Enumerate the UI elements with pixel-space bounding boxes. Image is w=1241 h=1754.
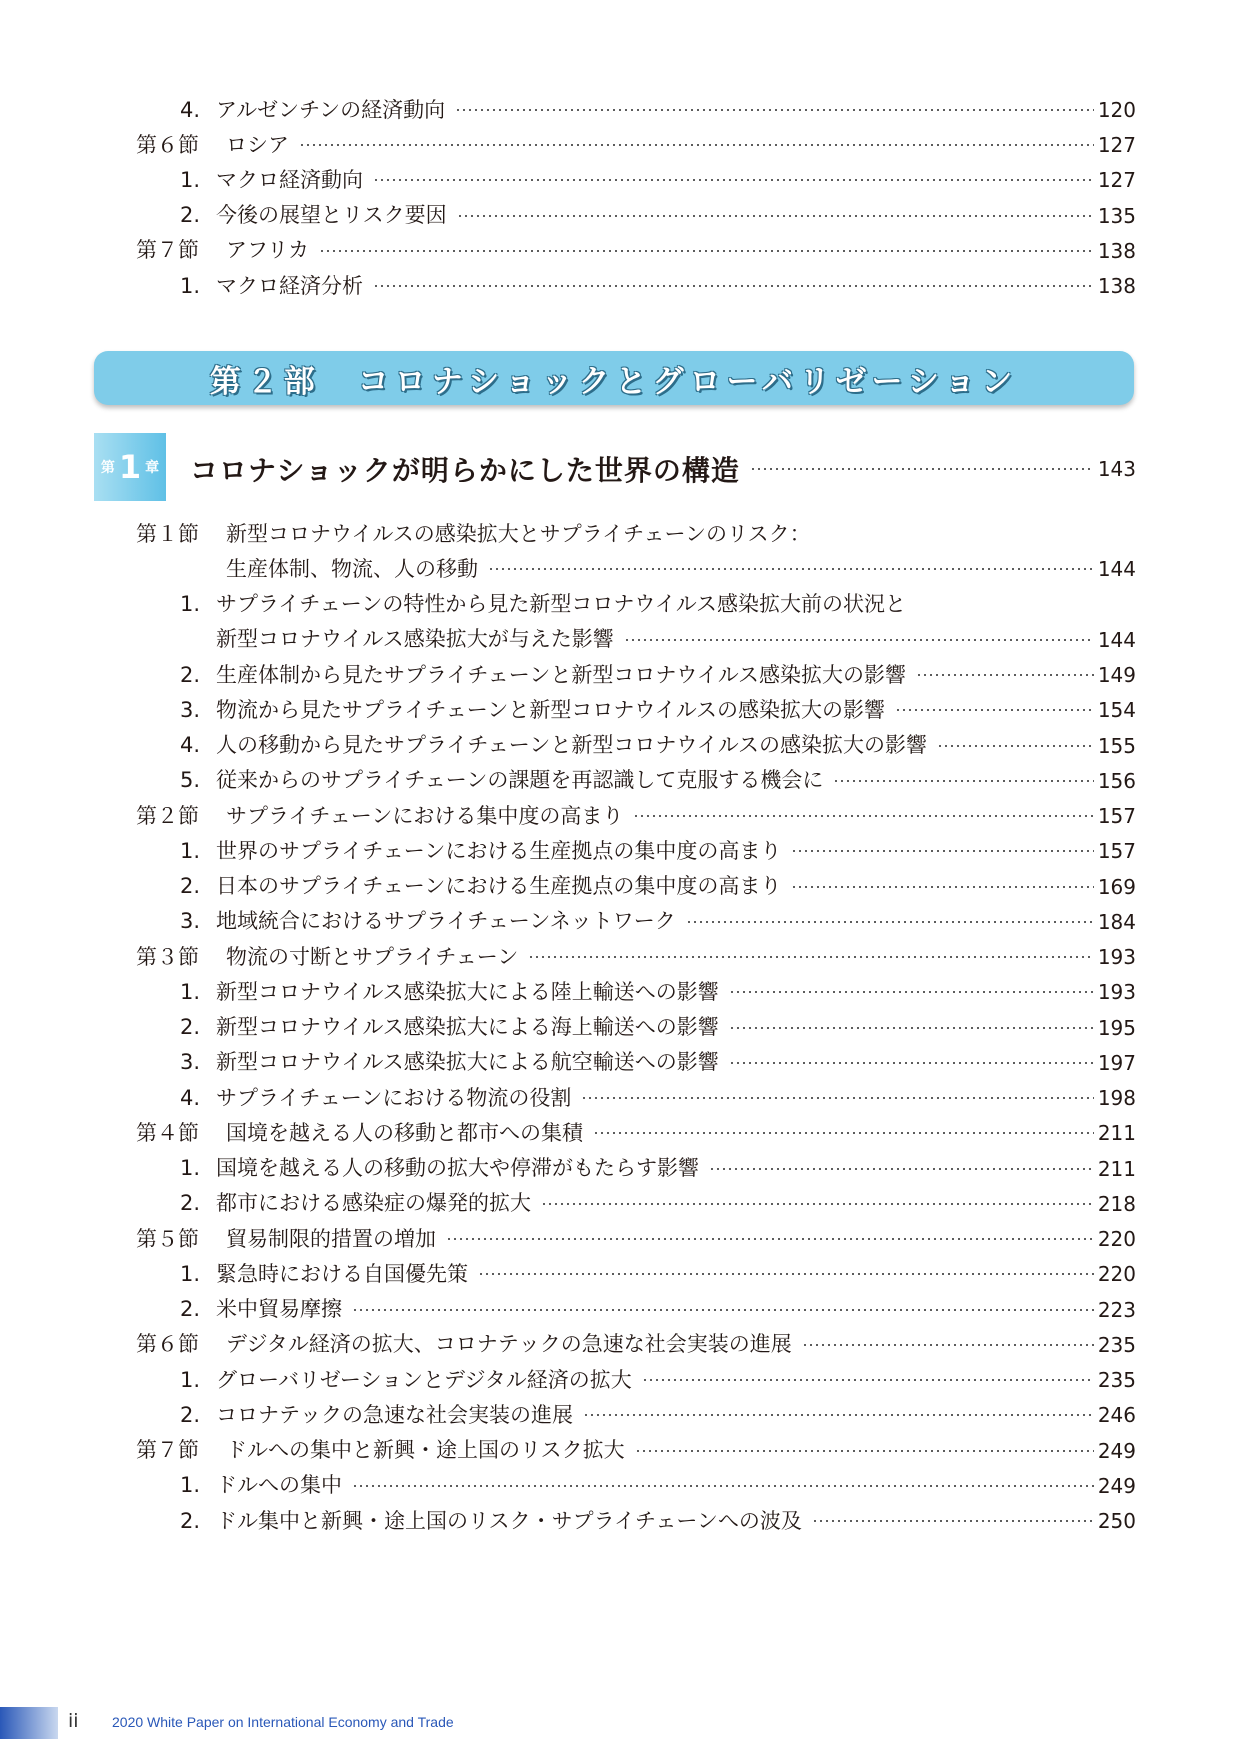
entry-title: アルゼンチンの経済動向 — [216, 97, 446, 122]
leader-dots — [709, 1168, 1094, 1170]
entry-number: 3. — [180, 1050, 201, 1075]
leader-dots — [352, 1485, 1094, 1487]
toc-item-entry[interactable] — [180, 1363, 1136, 1397]
toc-item-entry[interactable] — [216, 623, 1136, 657]
entry-page: 127 — [1097, 133, 1136, 158]
entry-page: 169 — [1097, 874, 1136, 899]
toc-item-entry[interactable] — [180, 658, 1136, 692]
toc-item-entry[interactable] — [180, 764, 1136, 798]
entry-title: 新型コロナウイルス感染拡大が与えた影響 — [216, 627, 614, 652]
leader-dots — [937, 745, 1094, 747]
toc-item-entry[interactable] — [180, 729, 1136, 763]
chapter-tab — [94, 433, 166, 501]
entry-title: 貿易制限的措置の増加 — [226, 1226, 436, 1251]
toc-item-entry[interactable] — [180, 905, 1136, 939]
entry-title: 今後の展望とリスク要因 — [216, 203, 447, 228]
toc-item-entry[interactable] — [180, 1081, 1136, 1115]
entry-number: 4. — [180, 97, 201, 122]
entry-title: 物流の寸断とサプライチェーン — [226, 944, 519, 969]
entry-page: 198 — [1097, 1086, 1136, 1110]
leader-dots — [319, 250, 1094, 252]
entry-number: 1. — [180, 273, 201, 298]
leader-dots — [299, 144, 1094, 146]
toc-item-entry — [180, 588, 1136, 622]
leader-dots — [457, 215, 1094, 217]
entry-page: 149 — [1097, 663, 1136, 687]
entry-title: コロナテックの急速な社会実装の進展 — [216, 1402, 573, 1427]
leader-dots — [729, 1062, 1094, 1064]
entry-number: 2. — [180, 1402, 201, 1427]
entry-number: 1. — [180, 592, 201, 616]
entry-page: 220 — [1097, 1262, 1136, 1287]
toc-item-entry[interactable] — [180, 834, 1136, 868]
entry-title: 物流から見たサプライチェーンと新型コロナウイルスの感染拡大の影響 — [216, 697, 886, 722]
chapter-tab-prefix: 第 — [100, 460, 115, 476]
entry-number: 2. — [180, 1015, 201, 1039]
entry-page: 235 — [1097, 1368, 1136, 1392]
leader-dots — [729, 1027, 1094, 1029]
toc-item-entry[interactable] — [180, 1504, 1136, 1538]
entry-title: 国境を越える人の移動の拡大や停滞がもたらす影響 — [216, 1156, 699, 1180]
entry-number: 2. — [180, 874, 201, 898]
entry-number: 1. — [180, 838, 201, 863]
toc-section-entry[interactable] — [136, 1116, 1136, 1150]
entry-title: 生産体制から見たサプライチェーンと新型コロナウイルス感染拡大の影響 — [216, 662, 907, 687]
chapter-heading[interactable] — [190, 449, 1136, 489]
part-banner — [94, 351, 1134, 405]
entry-number: 4. — [180, 1085, 201, 1110]
leader-dots — [916, 674, 1094, 676]
entry-title: ドルへの集中 — [216, 1473, 342, 1498]
toc-section-entry — [136, 517, 1136, 551]
entry-page: 184 — [1097, 909, 1136, 934]
entry-number: 第１節 — [136, 521, 199, 546]
toc-section-entry[interactable] — [136, 1328, 1136, 1362]
entry-number: 1. — [180, 1473, 201, 1498]
entry-title: ロシア — [226, 132, 289, 157]
toc-item-entry[interactable] — [180, 870, 1136, 904]
chapter-tab-number: 1 — [118, 448, 142, 486]
entry-page: 197 — [1097, 1050, 1136, 1075]
toc-item-entry[interactable] — [180, 1011, 1136, 1045]
entry-page: 249 — [1097, 1438, 1136, 1463]
entry-page: 127 — [1097, 168, 1136, 193]
entry-title: 従来からのサプライチェーンの課題を再認識して克服する機会に — [216, 768, 824, 793]
leader-dots — [593, 1132, 1094, 1134]
leader-dots — [373, 285, 1094, 287]
entry-page: 246 — [1097, 1403, 1136, 1428]
entry-title: 生産体制、物流、人の移動 — [226, 556, 478, 581]
leader-dots — [528, 956, 1093, 958]
entry-title: マクロ経済分析 — [216, 273, 363, 298]
entry-title: 日本のサプライチェーンにおける生産拠点の集中度の高まり — [216, 874, 782, 898]
chapter-tab-suffix: 章 — [145, 460, 160, 476]
entry-number: 1. — [180, 167, 201, 192]
toc-item-entry[interactable] — [180, 93, 1136, 127]
leader-dots — [791, 850, 1093, 852]
leader-dots — [686, 921, 1094, 923]
entry-number: 第４節 — [136, 1120, 199, 1145]
entry-page: 235 — [1097, 1332, 1136, 1357]
leader-dots — [833, 780, 1093, 782]
entry-title: グローバリゼーションとデジタル経済の拡大 — [216, 1367, 632, 1392]
entry-page: 220 — [1097, 1227, 1136, 1251]
toc-item-entry[interactable] — [180, 269, 1136, 303]
toc-item-entry[interactable] — [180, 1257, 1136, 1291]
entry-number: 第２節 — [136, 803, 199, 828]
chapter-title: コロナショックが明らかにした世界の構造 — [190, 454, 740, 487]
toc-item-entry[interactable] — [180, 163, 1136, 197]
leader-dots — [446, 1238, 1094, 1240]
entry-page: 211 — [1097, 1121, 1136, 1146]
entry-number: 第７節 — [136, 1438, 199, 1462]
entry-title: 米中貿易摩擦 — [216, 1297, 342, 1321]
entry-page: 157 — [1097, 804, 1136, 828]
entry-title: 地域統合におけるサプライチェーンネットワーク — [216, 909, 676, 934]
entry-number: 2. — [180, 1297, 201, 1321]
entry-page: 144 — [1097, 627, 1136, 652]
entry-page: 223 — [1097, 1297, 1136, 1322]
entry-number: 1. — [180, 1261, 201, 1286]
entry-number: 1. — [180, 1156, 201, 1180]
entry-page: 218 — [1097, 1191, 1136, 1216]
entry-title: 新型コロナウイルス感染拡大による海上輸送への影響 — [216, 1015, 719, 1039]
leader-dots — [750, 468, 1094, 470]
entry-page: 155 — [1097, 733, 1136, 758]
entry-title: 人の移動から見たサプライチェーンと新型コロナウイルスの感染拡大の影響 — [216, 733, 928, 757]
leader-dots — [373, 179, 1094, 181]
entry-number: 1. — [180, 979, 201, 1004]
entry-title: アフリカ — [226, 238, 309, 263]
leader-dots — [729, 991, 1094, 993]
toc-item-entry[interactable] — [180, 693, 1136, 727]
entry-title: 都市における感染症の爆発的拡大 — [216, 1191, 531, 1216]
leader-dots — [581, 1097, 1093, 1099]
footer-publication-title: 2020 White Paper on International Economy and Trade — [112, 1714, 454, 1730]
entry-number: 第６節 — [136, 132, 199, 157]
entry-page: 120 — [1097, 98, 1136, 122]
leader-dots — [633, 815, 1093, 817]
leader-dots — [802, 1344, 1094, 1346]
leader-dots — [455, 109, 1094, 111]
leader-dots — [352, 1309, 1094, 1311]
leader-dots — [791, 886, 1093, 888]
entry-title: 世界のサプライチェーンにおける生産拠点の集中度の高まり — [216, 838, 782, 863]
entry-number: 3. — [180, 909, 201, 934]
leader-dots — [583, 1414, 1094, 1416]
leader-dots — [624, 639, 1094, 641]
toc-section-entry[interactable] — [226, 552, 1136, 586]
entry-page: 135 — [1097, 203, 1136, 228]
entry-number: 第７節 — [136, 238, 199, 263]
entry-number: 2. — [180, 1191, 201, 1216]
entry-page: 138 — [1097, 238, 1136, 263]
part-title: 第２部 コロナショックとグローバリゼーション — [209, 363, 1019, 400]
toc-section-entry[interactable] — [136, 1222, 1136, 1256]
toc-item-entry[interactable] — [180, 199, 1136, 233]
entry-title: 国境を越える人の移動と都市への集積 — [226, 1120, 583, 1145]
entry-number: 5. — [180, 768, 201, 793]
leader-dots — [478, 1273, 1094, 1275]
entry-page: 195 — [1097, 1015, 1136, 1040]
footer-accent-bar — [0, 1707, 58, 1739]
entry-number: 3. — [180, 697, 201, 722]
entry-number: 4. — [180, 733, 201, 757]
toc-item-entry[interactable] — [180, 1152, 1136, 1186]
toc-section-entry[interactable] — [136, 799, 1136, 833]
entry-number: 第６節 — [136, 1332, 199, 1357]
toc-section-entry[interactable] — [136, 940, 1136, 974]
entry-title: サプライチェーンにおける集中度の高まり — [226, 803, 624, 828]
entry-page: 157 — [1097, 839, 1136, 864]
toc-item-entry[interactable] — [180, 1398, 1136, 1432]
leader-dots — [812, 1520, 1094, 1522]
leader-dots — [895, 709, 1094, 711]
entry-page: 249 — [1097, 1473, 1136, 1498]
entry-title: デジタル経済の拡大、コロナテックの急速な社会実装の進展 — [226, 1332, 792, 1357]
entry-title: ドルへの集中と新興・途上国のリスク拡大 — [226, 1438, 625, 1462]
entry-title: 新型コロナウイルス感染拡大による航空輸送への影響 — [216, 1050, 719, 1075]
toc-item-entry[interactable] — [180, 1046, 1136, 1080]
entry-page: 193 — [1097, 980, 1136, 1005]
entry-title: 新型コロナウイルスの感染拡大とサプライチェーンのリスク： — [226, 521, 811, 546]
footer-page-number: ii — [68, 1710, 79, 1732]
entry-page: 138 — [1097, 274, 1136, 298]
entry-number: 2. — [180, 662, 201, 687]
entry-page: 193 — [1097, 945, 1136, 969]
entry-page: 154 — [1097, 698, 1136, 723]
entry-title: 緊急時における自国優先策 — [216, 1261, 468, 1286]
toc-item-entry[interactable] — [180, 1469, 1136, 1503]
leader-dots — [541, 1203, 1094, 1205]
entry-title: サプライチェーンにおける物流の役割 — [216, 1085, 572, 1110]
toc-item-entry[interactable] — [180, 1293, 1136, 1327]
entry-number: 第５節 — [136, 1226, 199, 1251]
chapter-page: 143 — [1097, 457, 1136, 481]
leader-dots — [642, 1379, 1094, 1381]
leader-dots — [488, 568, 1094, 570]
entry-page: 211 — [1097, 1156, 1136, 1181]
toc-section-entry[interactable] — [136, 128, 1136, 162]
entry-page: 156 — [1097, 768, 1136, 793]
toc-section-entry[interactable] — [136, 234, 1136, 268]
entry-page: 144 — [1097, 557, 1136, 582]
entry-title: マクロ経済動向 — [216, 167, 363, 192]
entry-page: 250 — [1097, 1509, 1136, 1533]
toc-section-entry[interactable] — [136, 1434, 1136, 1468]
toc-item-entry[interactable] — [180, 1187, 1136, 1221]
entry-title: サプライチェーンの特性から見た新型コロナウイルス感染拡大前の状況と — [216, 592, 907, 616]
entry-number: 1. — [180, 1367, 201, 1392]
entry-number: 2. — [180, 203, 201, 228]
entry-title: ドル集中と新興・途上国のリスク・サプライチェーンへの波及 — [216, 1508, 802, 1533]
entry-title: 新型コロナウイルス感染拡大による陸上輸送への影響 — [216, 979, 719, 1004]
leader-dots — [635, 1450, 1094, 1452]
entry-number: 2. — [180, 1508, 201, 1533]
toc-item-entry[interactable] — [180, 975, 1136, 1009]
entry-number: 第３節 — [136, 944, 199, 969]
